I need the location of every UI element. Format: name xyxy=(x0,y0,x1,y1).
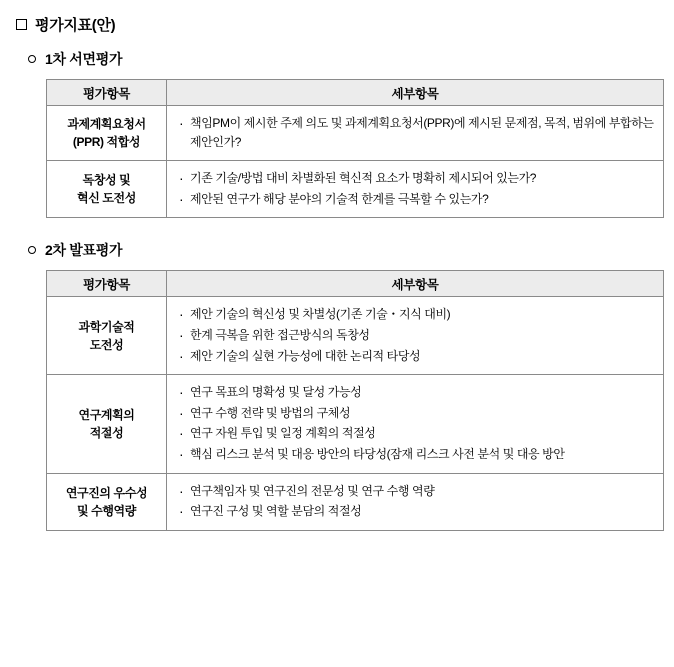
detail-list xyxy=(177,482,657,521)
detail-list-item: · 제안 기술의 혁신성 및 차별성(기존 기술・지식 대비) xyxy=(177,305,657,324)
detail-list-item: · 연구책임자 및 연구진의 전문성 및 연구 수행 역량 xyxy=(177,482,657,501)
eval-detail-cell xyxy=(167,106,664,161)
eval-item-line-1: 독창성 및 xyxy=(82,173,131,188)
eval-item-cell xyxy=(47,161,167,218)
eval-item-line-2: 적절성 xyxy=(89,425,124,440)
circle-bullet-icon xyxy=(28,246,36,254)
evaluation-table-1 xyxy=(46,79,664,218)
eval-item-line-2: 혁신 도전성 xyxy=(77,191,136,206)
table-header-row xyxy=(47,80,664,106)
detail-list xyxy=(177,114,657,151)
eval-item-line-2: 도전성 xyxy=(89,337,124,352)
section-heading-2-text: 2차 발표평가 xyxy=(45,242,123,259)
eval-item-line-2: 및 수행역량 xyxy=(77,503,136,518)
eval-item-cell xyxy=(47,297,167,375)
section-heading-1 xyxy=(28,49,662,69)
evaluation-table-2 xyxy=(46,270,664,530)
detail-list-item: · 연구 목표의 명확성 및 달성 가능성 xyxy=(177,383,657,402)
detail-list-item: · 핵심 리스크 분석 및 대응 방안의 타당성(잠재 리스크 사전 분석 및 대응 방안 xyxy=(177,445,657,464)
eval-detail-cell xyxy=(167,473,664,530)
eval-detail-cell xyxy=(167,297,664,375)
detail-list xyxy=(177,383,657,463)
detail-list-item: · 한계 극복을 위한 접근방식의 독창성 xyxy=(177,326,657,345)
eval-item-line-1: 과제계획요청서 xyxy=(67,117,146,132)
table-header-row xyxy=(47,271,664,297)
page-title-text: 평가지표(안) xyxy=(35,17,116,34)
eval-item-cell xyxy=(47,106,167,161)
circle-bullet-icon xyxy=(28,55,36,63)
eval-item-cell xyxy=(47,473,167,530)
column-header-item: 평가항목 xyxy=(47,80,167,106)
eval-item-line-1: 과학기술적 xyxy=(78,319,135,334)
eval-item-line-2: (PPR) 적합성 xyxy=(72,135,141,150)
detail-list-item: · 제안 기술의 실현 가능성에 대한 논리적 타당성 xyxy=(177,347,657,366)
page-title xyxy=(16,14,662,35)
column-header-item: 평가항목 xyxy=(47,271,167,297)
column-header-detail: 세부항목 xyxy=(167,80,664,106)
table-row xyxy=(47,161,664,218)
square-bullet-icon xyxy=(16,19,27,30)
table-row xyxy=(47,106,664,161)
detail-list xyxy=(177,305,657,365)
table-row xyxy=(47,375,664,473)
detail-list-item: · 연구 자원 투입 및 일정 계획의 적절성 xyxy=(177,424,657,443)
eval-item-line-1: 연구진의 우수성 xyxy=(65,485,148,500)
detail-list-item: · 책임PM이 제시한 주제 의도 및 과제계획요청서(PPR)에 제시된 문제점, 목적, 범위에 부합하는 제안인가? xyxy=(177,114,657,151)
table-row xyxy=(47,473,664,530)
table-row xyxy=(47,297,664,375)
detail-list xyxy=(177,169,657,208)
detail-list-item: · 연구진 구성 및 역할 분담의 적절성 xyxy=(177,502,657,521)
detail-list-item: · 연구 수행 전략 및 방법의 구체성 xyxy=(177,404,657,423)
section-heading-2 xyxy=(28,240,662,260)
detail-list-item: · 제안된 연구가 해당 분야의 기술적 한계를 극복할 수 있는가? xyxy=(177,190,657,209)
eval-item-cell xyxy=(47,375,167,473)
eval-detail-cell xyxy=(167,375,664,473)
section-heading-1-text: 1차 서면평가 xyxy=(45,51,123,67)
column-header-detail: 세부항목 xyxy=(167,271,664,297)
eval-item-line-1: 연구계획의 xyxy=(78,407,135,422)
eval-detail-cell xyxy=(167,161,664,218)
detail-list-item: · 기존 기술/방법 대비 차별화된 혁신적 요소가 명확히 제시되어 있는가? xyxy=(177,169,657,188)
